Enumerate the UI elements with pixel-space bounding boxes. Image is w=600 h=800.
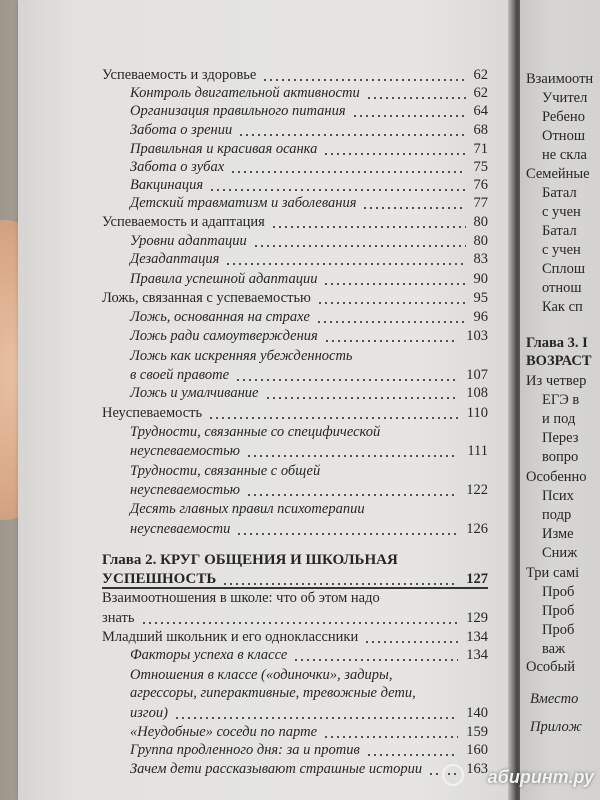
toc-entry xyxy=(102,404,202,422)
toc-entry xyxy=(130,646,287,664)
toc-entry-page: 75 xyxy=(473,159,488,175)
toc-entry xyxy=(102,66,256,84)
toc-entry-page: 80 xyxy=(473,214,488,230)
toc-right-entry: Ребено xyxy=(542,109,585,125)
leader-dots xyxy=(236,520,458,538)
toc-entry xyxy=(130,176,203,194)
toc-entry-title: Ложь, основанная на страхе xyxy=(130,309,310,325)
toc-entry-page: 159 xyxy=(466,724,488,740)
toc-entry-title: Трудности, связанные с общей xyxy=(130,463,321,479)
toc-entry-title: Уровни адаптации xyxy=(130,233,247,249)
leader-dots xyxy=(174,704,458,722)
toc-entry-title: Ложь, связанная с успеваемостью xyxy=(102,290,311,306)
toc-entry xyxy=(130,366,229,384)
leader-dots xyxy=(141,609,459,627)
toc-entry xyxy=(130,308,310,326)
toc-entry-page: 90 xyxy=(473,271,488,287)
toc-entry xyxy=(130,140,317,158)
toc-entry xyxy=(130,704,168,722)
toc-entry xyxy=(130,684,416,702)
toc-entry-title: Десять главных правил психотерапии xyxy=(130,501,365,517)
toc-entry xyxy=(102,628,358,646)
toc-entry-title: Вакцинация xyxy=(130,177,204,193)
toc-entry xyxy=(130,194,356,212)
toc-entry xyxy=(130,423,380,441)
toc-entry xyxy=(130,84,360,102)
toc-entry-page: 77 xyxy=(473,195,488,211)
toc-entry xyxy=(130,520,230,538)
toc-entry-page: 108 xyxy=(466,385,488,401)
watermark-icon xyxy=(442,764,464,786)
toc-right-entry: Особенно xyxy=(526,469,587,485)
toc-entry xyxy=(102,609,135,627)
toc-right-entry: Из четвер xyxy=(526,373,587,389)
toc-right-entry: Семейные xyxy=(526,166,590,182)
toc-right-entry: Три самі xyxy=(526,565,580,581)
toc-entry-title: Контроль двигательной активности xyxy=(130,85,360,101)
leader-dots xyxy=(230,158,466,176)
toc-entry xyxy=(130,666,393,684)
toc-right-entry: с учен xyxy=(542,242,581,258)
leader-dots xyxy=(238,121,466,139)
toc-right-entry: и под xyxy=(542,411,576,427)
toc-entry xyxy=(130,232,247,250)
toc-entry-page: 129 xyxy=(466,610,488,626)
toc-right-entry: Сплош xyxy=(542,261,586,277)
toc-entry xyxy=(130,500,365,518)
toc-entry-page: 140 xyxy=(466,705,488,721)
toc-entry-title: Зачем дети рассказывают страшные истории xyxy=(130,761,423,777)
leader-dots xyxy=(366,741,458,759)
toc-entry-title: неуспеваемости xyxy=(130,521,231,537)
toc-entry-page: 103 xyxy=(466,328,488,344)
toc-entry xyxy=(130,481,240,499)
leader-dots xyxy=(265,384,459,402)
toc-entry-title: Ложь и умалчивание xyxy=(130,385,259,401)
toc-entry-page: 62 xyxy=(473,67,488,83)
toc-entry-page: 127 xyxy=(466,571,488,587)
toc-entry-title: Дезадаптация xyxy=(130,251,220,267)
leader-dots xyxy=(208,404,458,422)
leader-dots xyxy=(235,366,458,384)
toc-right-entry: Учител xyxy=(542,90,588,106)
watermark: абиринт.ру xyxy=(487,767,594,787)
toc-entry-title: Младший школьник и его одноклассники xyxy=(102,629,359,645)
toc-entry-title: Детский травматизм и заболевания xyxy=(130,195,357,211)
toc-entry xyxy=(130,121,232,139)
toc-entry-title: Ложь как искренняя убежденность xyxy=(130,348,353,364)
toc-entry-page: 160 xyxy=(466,742,488,758)
toc-entry-page: 111 xyxy=(467,443,488,459)
toc-entry-title: Отношения в классе («одиночки», задиры, xyxy=(130,667,393,683)
toc-entry-page: 95 xyxy=(473,290,488,306)
toc-right-entry: Как сп xyxy=(542,299,583,315)
toc-entry xyxy=(130,741,360,759)
toc-entry-page: 134 xyxy=(466,647,488,663)
leader-dots xyxy=(323,270,466,288)
leader-dots xyxy=(209,176,466,194)
toc-entry-title: Ложь ради самоутверждения xyxy=(130,328,318,344)
toc-entry xyxy=(130,347,353,365)
leader-dots xyxy=(316,308,466,326)
toc-entry-title: Забота о зрении xyxy=(130,122,233,138)
toc-entry xyxy=(102,589,380,607)
toc-right-entry: не скла xyxy=(542,147,587,163)
toc-right-entry: ВОЗРАСТ xyxy=(526,353,592,369)
toc-entry xyxy=(130,250,219,268)
toc-right-entry: Перез xyxy=(542,430,579,446)
toc-entry-title: Забота о зубах xyxy=(130,159,225,175)
toc-right-entry: Проб xyxy=(542,622,575,638)
toc-entry-title: Правила успешной адаптации xyxy=(130,271,318,287)
toc-entry-title: неуспеваемостью xyxy=(130,482,240,498)
toc-right-entry: Псих xyxy=(542,488,574,504)
toc-right-entry: вопро xyxy=(542,449,579,465)
toc-entry-title: Взаимоотношения в школе: что об этом надо xyxy=(102,590,380,606)
toc-right-entry: подр xyxy=(542,507,572,523)
toc-right-entry: Батал xyxy=(542,185,577,201)
toc-entry-page: 96 xyxy=(473,309,488,325)
toc-entry-title: Организация правильного питания xyxy=(130,103,346,119)
toc-entry-title: УСПЕШНОСТЬ xyxy=(102,571,217,587)
leader-dots xyxy=(262,66,466,84)
toc-right-entry: Глава 3. І xyxy=(526,335,588,351)
toc-entry xyxy=(130,158,224,176)
toc-entry-title: Группа продленного дня: за и против xyxy=(130,742,360,758)
toc-entry-page: 76 xyxy=(473,177,488,193)
toc-entry-title: изгои) xyxy=(130,705,168,721)
toc-entry-page: 122 xyxy=(466,482,488,498)
toc-right-entry: Проб xyxy=(542,584,575,600)
leader-dots xyxy=(317,289,466,307)
toc-entry-title: Трудности, связанные со специфической xyxy=(130,424,381,440)
leader-dots xyxy=(225,250,466,268)
toc-right-entry: с учен xyxy=(542,204,581,220)
toc-entry-title: Неуспеваемость xyxy=(102,405,203,421)
toc-entry-title: Успеваемость и здоровье xyxy=(102,67,257,83)
leader-dots xyxy=(246,442,458,460)
toc-entry-title: неуспеваемостью xyxy=(130,443,240,459)
leader-dots xyxy=(253,232,466,250)
leader-dots xyxy=(323,723,458,741)
right-page xyxy=(520,0,600,800)
toc-entry-title: Факторы успеха в классе xyxy=(130,647,288,663)
toc-right-entry: ЕГЭ в xyxy=(542,392,580,408)
toc-entry-page: 80 xyxy=(473,233,488,249)
toc-entry xyxy=(130,760,422,778)
leader-dots xyxy=(364,628,458,646)
toc-entry-title: Глава 2. КРУГ ОБЩЕНИЯ И ШКОЛЬНАЯ xyxy=(102,552,398,568)
toc-entry xyxy=(130,327,318,345)
toc-right-entry: отнош xyxy=(542,280,582,296)
toc-entry-page: 110 xyxy=(466,405,488,421)
toc-entry-page: 64 xyxy=(473,103,488,119)
leader-dots xyxy=(222,570,458,588)
toc-entry xyxy=(102,551,398,569)
toc-right-entry: Проб xyxy=(542,603,575,619)
toc-entry xyxy=(102,570,216,588)
toc-entry-page: 68 xyxy=(473,122,488,138)
toc-entry-title: Успеваемость и адаптация xyxy=(102,214,265,230)
toc-entry-page: 62 xyxy=(473,85,488,101)
toc-entry-page: 126 xyxy=(466,521,488,537)
toc-entry-page: 71 xyxy=(473,141,488,157)
leader-dots xyxy=(323,140,466,158)
toc-entry-page: 163 xyxy=(466,761,488,777)
leader-dots xyxy=(271,213,466,231)
toc-entry-title: знать xyxy=(102,610,135,626)
leader-dots xyxy=(362,194,466,212)
left-page xyxy=(18,0,516,800)
leader-dots xyxy=(324,327,458,345)
toc-right-entry: важ xyxy=(542,641,566,657)
toc-entry-page: 107 xyxy=(466,367,488,383)
toc-entry xyxy=(102,213,265,231)
toc-right-entry: Изме xyxy=(542,526,574,542)
toc-entry-title: агрессоры, гиперактивные, тревожные дети, xyxy=(130,685,416,701)
toc-entry xyxy=(102,289,311,307)
toc-right-entry: Отнош xyxy=(542,128,585,144)
toc-right-entry: Сниж xyxy=(542,545,578,561)
toc-entry-page: 134 xyxy=(466,629,488,645)
leader-dots xyxy=(366,84,466,102)
toc-right-entry: Батал xyxy=(542,223,577,239)
toc-entry xyxy=(130,442,240,460)
toc-entry-page: 83 xyxy=(473,251,488,267)
toc-entry xyxy=(130,270,317,288)
leader-dots xyxy=(246,481,458,499)
toc-right-entry: Особый xyxy=(526,659,576,675)
toc-entry xyxy=(130,384,259,402)
toc-entry xyxy=(130,723,317,741)
toc-entry-title: Правильная и красивая осанка xyxy=(130,141,318,157)
leader-dots xyxy=(293,646,458,664)
toc-entry xyxy=(130,102,346,120)
toc-right-entry: Взаимоотн xyxy=(526,71,594,87)
toc-right-entry: Прилож xyxy=(530,719,582,735)
leader-dots xyxy=(352,102,466,120)
toc-entry-title: в своей правоте xyxy=(130,367,230,383)
toc-right-entry: Вместо xyxy=(530,691,579,707)
toc-entry-title: «Неудобные» соседи по парте xyxy=(130,724,318,740)
toc-entry xyxy=(130,462,320,480)
